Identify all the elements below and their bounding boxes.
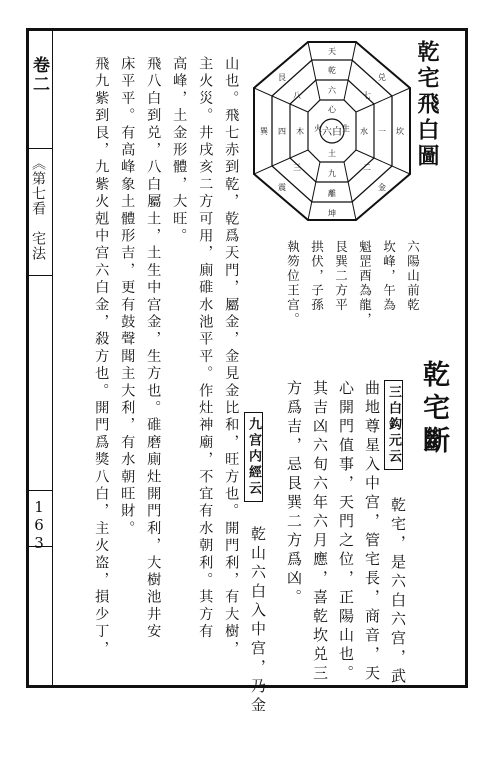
diagram-center: 六白	[322, 127, 342, 138]
sidebar-rule	[29, 490, 52, 491]
svg-text:八: 八	[293, 91, 301, 100]
body-line: 飛八白到兑，八白屬土，土生中宫金，生方也。碓磨廁灶開門利，大樹池井安	[145, 56, 162, 641]
svg-text:三: 三	[293, 163, 301, 172]
svg-text:乾: 乾	[328, 66, 336, 75]
body-line: 主火災。井戌亥二方可用，廁碓水池平平。作灶神廟，不宜有水朝利。其方有	[197, 56, 214, 641]
svg-text:金: 金	[378, 183, 386, 192]
caption-line: 魁罡酉為龍，	[357, 240, 373, 327]
svg-text:兑: 兑	[378, 73, 386, 82]
source-label-sanbai: 三白鈎元云	[384, 380, 403, 470]
diagram-title: 乾宅飛白圖	[414, 40, 440, 170]
svg-text:四: 四	[278, 127, 286, 136]
svg-text:水: 水	[360, 127, 368, 136]
body-line: 高峰，土金形體，大旺。	[171, 56, 188, 246]
svg-text:心: 心	[328, 105, 336, 114]
flying-star-diagram	[252, 40, 412, 222]
svg-text:生: 生	[342, 124, 350, 133]
body-line: 山也。飛七赤到乾，乾爲天門，屬金，金見金比和，旺方也。開門利，有大樹，	[223, 56, 240, 658]
svg-text:天: 天	[328, 47, 336, 56]
svg-text:六: 六	[328, 86, 336, 95]
section-heading: 乾宅斷	[418, 360, 449, 459]
svg-text:七: 七	[363, 91, 371, 100]
svg-text:巽: 巽	[260, 127, 268, 136]
page-number: 163	[30, 498, 48, 552]
body-line: 方爲吉，忌艮巽二方爲凶。	[285, 380, 303, 608]
svg-text:木: 木	[296, 127, 304, 136]
svg-text:火: 火	[314, 124, 322, 133]
body-line: 其吉凶六旬六年六月應，喜乾坎兑三	[311, 380, 329, 684]
caption-line: 六陽山前乾	[405, 240, 421, 313]
body-line: 床平平。有高峰象土體形吉，更有鼓聲聞主大利，有水朝旺財。	[119, 56, 136, 538]
svg-text:九: 九	[328, 169, 336, 178]
svg-text:艮: 艮	[278, 73, 286, 82]
svg-text:震: 震	[278, 183, 286, 192]
svg-text:離: 離	[328, 189, 336, 198]
volume-label: 卷二	[29, 56, 49, 94]
svg-text:二: 二	[363, 163, 371, 172]
svg-text:一: 一	[378, 127, 386, 136]
body-line: 乾山六白入中宫，乃金	[249, 526, 267, 716]
caption-line: 拱伏，子孫	[309, 240, 325, 313]
sidebar-divider	[52, 31, 53, 685]
caption-line: 坎峰，午為	[381, 240, 397, 313]
chapter-label: 《第七看 宅法	[30, 156, 46, 261]
body-line: 心開門值事，天門之位，正陽山也。	[337, 380, 355, 684]
body-line: 飛九紫到艮，九紫火剋中宫六白金，殺方也。開門爲獎八白，主火盗，損少丁，	[93, 56, 110, 658]
body-line: 乾宅，是六白六宫，武	[389, 497, 407, 687]
svg-text:坤: 坤	[328, 209, 336, 218]
sidebar-rule	[29, 275, 52, 276]
body-line: 曲地尊星入中宫，管宅長，商音，天	[363, 380, 381, 684]
source-label-jiugong: 九宫内經云	[244, 412, 263, 502]
sidebar-top-rule	[29, 28, 52, 29]
caption-line: 艮巽二方平	[333, 240, 349, 313]
caption-line: 執笏位王宫。	[285, 240, 301, 327]
svg-text:坎: 坎	[396, 127, 404, 136]
sidebar-rule	[29, 148, 52, 149]
svg-text:土: 土	[328, 149, 336, 158]
